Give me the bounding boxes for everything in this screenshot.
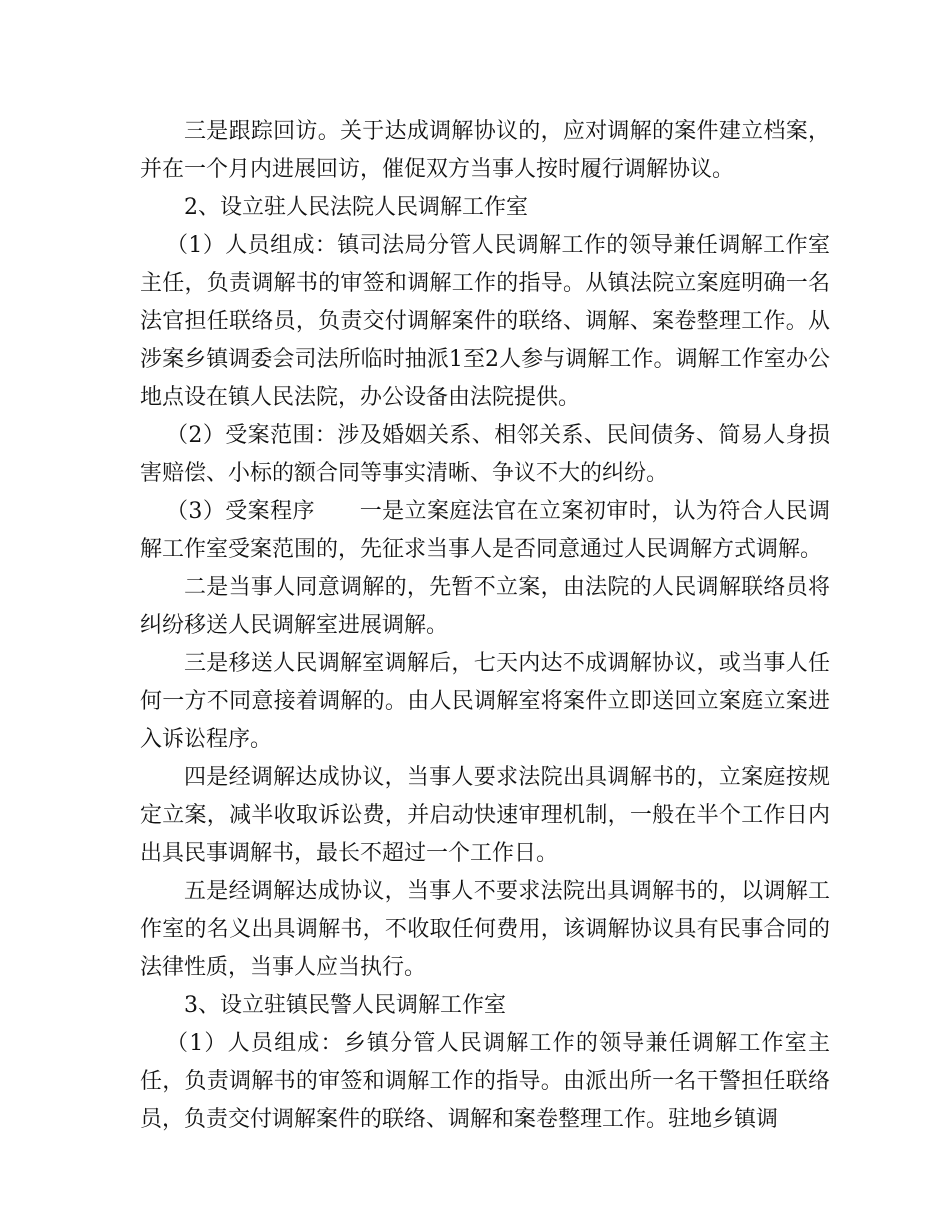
paragraph-court-case-scope: （2）受案范围：涉及婚姻关系、相邻关系、民间债务、简易人身损害赔偿、小标的额合同等事实清晰、争议不大的纠纷。: [140, 423, 830, 486]
paragraph-procedure-step-two: 二是当事人同意调解的，先暂不立案，由法院的人民调解联络员将纠纷移送人民调解室进展调解。: [140, 575, 830, 638]
paragraph-court-case-procedure: （3）受案程序 一是立案庭法官在立案初审时，认为符合人民调解工作室受案范围的，先征求当事人是否同意通过人民调解方式调解。: [140, 499, 830, 562]
paragraph-procedure-step-four: 四是经调解达成协议，当事人要求法院出具调解书的，立案庭按规定立案，减半收取诉讼费，并启动快速审理机制，一般在半个工作日内出具民事调解书，最长不超过一个工作日。: [140, 765, 830, 866]
paragraph-court-staffing: （1）人员组成：镇司法局分管人民调解工作的领导兼任调解工作室主任，负责调解书的审签和调解工作的指导。从镇法院立案庭明确一名法官担任联络员，负责交付调解案件的联络、调解、案卷整理工作。从涉案乡镇调委会司法所临时抽派1至2人参与调解工作。调解工作室办公地点设在镇人民法院，办公设备由法院提供。: [140, 233, 830, 410]
section-heading-court-mediation-room: 2、设立驻人民法院人民调解工作室: [184, 195, 528, 220]
paragraph-procedure-step-five: 五是经调解达成协议，当事人不要求法院出具调解书的，以调解工作室的名义出具调解书，不收取任何费用，该调解协议具有民事合同的法律性质，当事人应当执行。: [140, 879, 830, 980]
paragraph-follow-up-visit: 三是跟踪回访。关于达成调解协议的，应对调解的案件建立档案，并在一个月内进展回访，催促双方当事人按时履行调解协议。: [140, 119, 830, 182]
document-body: [140, 113, 830, 1139]
section-heading-police-mediation-room: 3、设立驻镇民警人民调解工作室: [184, 993, 506, 1018]
paragraph-police-staffing: （1）人员组成：乡镇分管人民调解工作的领导兼任调解工作室主任，负责调解书的审签和调解工作的指导。由派出所一名干警担任联络员，负责交付调解案件的联络、调解和案卷整理工作。驻地乡镇调: [140, 1031, 830, 1132]
paragraph-procedure-step-three: 三是移送人民调解室调解后，七天内达不成调解协议，或当事人任何一方不同意接着调解的。由人民调解室将案件立即送回立案庭立案进入诉讼程序。: [140, 651, 830, 752]
